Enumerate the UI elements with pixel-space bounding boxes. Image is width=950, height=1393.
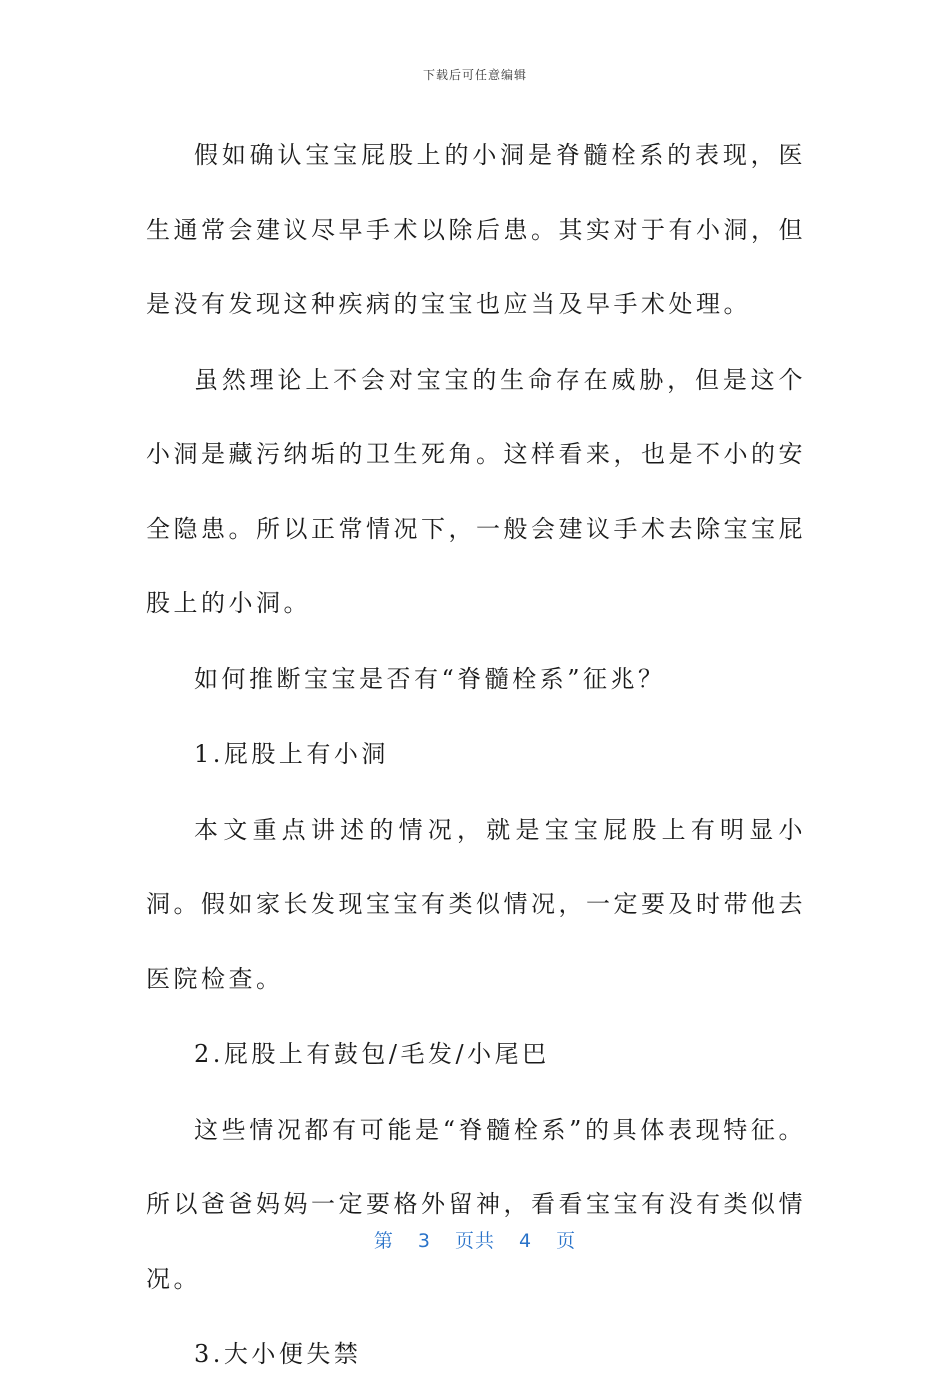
footer-suffix: 页: [556, 1230, 577, 1252]
document-body: [146, 118, 806, 1393]
footer-middle: 页共: [454, 1230, 495, 1252]
paragraph: 假如确认宝宝屁股上的小洞是脊髓栓系的表现，医生通常会建议尽早手术以除后患。其实对于有小洞，但是没有发现这种疾病的宝宝也应当及早手术处理。: [146, 141, 806, 318]
page-header: 下载后可任意编辑: [422, 68, 527, 82]
paragraph: 本文重点讲述的情况，就是宝宝屁股上有明显小洞。假如家长发现宝宝有类似情况，一定要及时带他去医院检查。: [146, 815, 806, 993]
page-footer: [0, 1226, 950, 1253]
list-heading: 3.大小便失禁: [194, 1340, 362, 1368]
paragraph: 这些情况都有可能是“脊髓栓系”的具体表现特征。所以爸爸妈妈一定要格外留神，看看宝宝有没有类似情况。: [146, 1115, 806, 1293]
current-page-number: 3: [417, 1230, 431, 1252]
paragraph: 虽然理论上不会对宝宝的生命存在威胁，但是这个小洞是藏污纳垢的卫生死角。这样看来，也是不小的安全隐患。所以正常情况下，一般会建议手术去除宝宝屁股上的小洞。: [146, 365, 806, 617]
list-heading: 1.屁股上有小洞: [194, 740, 389, 768]
section-question: 如何推断宝宝是否有“脊髓栓系”征兆？: [194, 664, 666, 693]
footer-prefix: 第: [373, 1230, 394, 1252]
list-heading: 2.屁股上有鼓包/毛发/小尾巴: [194, 1040, 550, 1068]
total-page-number: 4: [519, 1230, 533, 1252]
